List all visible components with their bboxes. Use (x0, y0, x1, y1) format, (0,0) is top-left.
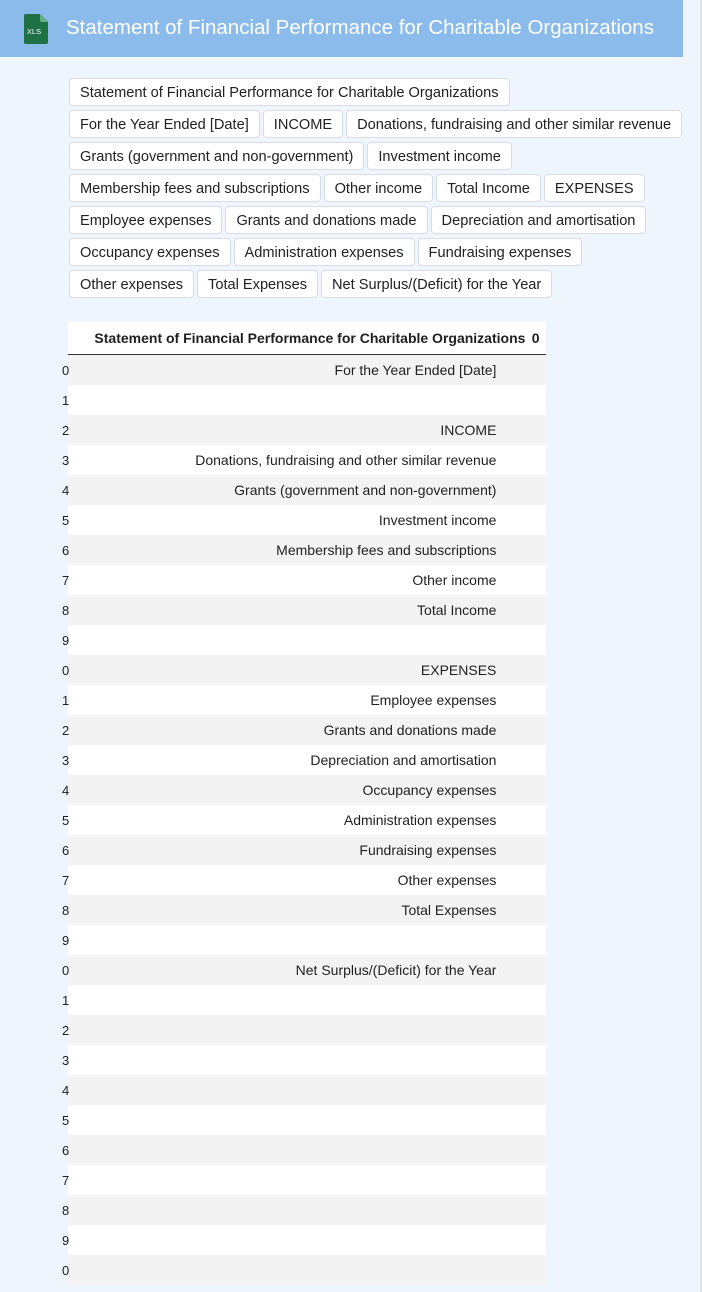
column-header-title[interactable]: Statement of Financial Performance for Charitable Organizations (70, 322, 525, 355)
table-row (68, 1195, 546, 1225)
row-index: 0 (62, 663, 70, 678)
row-index: 7 (62, 573, 70, 588)
table-row (68, 1105, 546, 1135)
row-index-cell (62, 985, 70, 1015)
column-chip[interactable]: Other income (324, 174, 434, 202)
row-label-cell[interactable] (70, 385, 525, 415)
row-index-cell (62, 925, 70, 955)
data-table-container (62, 322, 546, 1285)
row-index-cell (62, 565, 70, 595)
table-row (68, 355, 546, 386)
column-chip[interactable]: INCOME (263, 110, 343, 138)
row-index-cell (62, 955, 70, 985)
row-index: 5 (62, 513, 70, 528)
row-index: 3 (62, 1053, 70, 1068)
row-value-cell[interactable] (525, 985, 546, 1015)
row-index-cell (62, 1195, 70, 1225)
row-value-cell[interactable] (525, 445, 546, 475)
row-value-cell[interactable] (525, 655, 546, 685)
row-index: 5 (62, 813, 70, 828)
row-index: 9 (62, 1233, 70, 1248)
column-chip[interactable]: Depreciation and amortisation (431, 206, 647, 234)
row-index-cell (62, 355, 70, 386)
row-index: 9 (62, 933, 70, 948)
row-value-cell[interactable] (525, 415, 546, 445)
row-index: 3 (62, 453, 70, 468)
row-index-cell (62, 625, 70, 655)
row-value-cell[interactable] (525, 1135, 546, 1165)
row-label-cell[interactable] (70, 625, 525, 655)
row-label-cell[interactable]: Total Expenses (70, 895, 525, 925)
row-value-cell[interactable] (525, 355, 546, 386)
row-index: 1 (62, 993, 70, 1008)
table-row (68, 1135, 546, 1165)
row-index-cell (62, 1255, 70, 1285)
row-index-cell (62, 865, 70, 895)
column-chip[interactable]: Administration expenses (234, 238, 415, 266)
table-row (68, 1165, 546, 1195)
row-index-cell (62, 385, 70, 415)
row-label-cell[interactable]: Other expenses (70, 865, 525, 895)
row-label-cell[interactable] (70, 1165, 525, 1195)
file-icon-label: XLS (26, 27, 42, 36)
row-index: 7 (62, 1173, 70, 1188)
row-label-cell[interactable] (70, 1045, 525, 1075)
row-value-cell[interactable] (525, 955, 546, 985)
row-label-cell[interactable]: For the Year Ended [Date] (70, 355, 525, 386)
row-index: 7 (62, 873, 70, 888)
column-chip[interactable]: For the Year Ended [Date] (69, 110, 260, 138)
row-value-cell[interactable] (525, 1105, 546, 1135)
row-label-cell[interactable]: Fundraising expenses (70, 835, 525, 865)
row-label-cell[interactable]: Donations, fundraising and other similar revenue (70, 445, 525, 475)
row-index-cell (62, 805, 70, 835)
row-value-cell[interactable] (525, 1075, 546, 1105)
row-value-cell[interactable] (525, 1165, 546, 1195)
row-index: 8 (62, 903, 70, 918)
row-value-cell[interactable] (525, 895, 546, 925)
column-chip[interactable]: Investment income (367, 142, 511, 170)
row-value-cell[interactable] (525, 925, 546, 955)
row-index: 0 (62, 963, 70, 978)
table-row (68, 1015, 546, 1045)
column-chip[interactable]: Grants (government and non-government) (69, 142, 364, 170)
column-chip[interactable]: Employee expenses (69, 206, 222, 234)
data-table (62, 322, 546, 1285)
column-chip[interactable]: Total Income (436, 174, 541, 202)
row-index-cell (62, 1165, 70, 1195)
row-value-cell[interactable] (525, 505, 546, 535)
row-value-cell[interactable] (525, 595, 546, 625)
row-index-cell (62, 595, 70, 625)
row-index-cell (62, 775, 70, 805)
row-index-cell (62, 1135, 70, 1165)
row-index: 9 (62, 633, 70, 648)
row-index-cell (62, 1075, 70, 1105)
row-label-cell[interactable] (70, 1225, 525, 1255)
row-label-cell[interactable]: Membership fees and subscriptions (70, 535, 525, 565)
column-chip[interactable]: Fundraising expenses (418, 238, 583, 266)
row-label-cell[interactable]: Grants and donations made (70, 715, 525, 745)
row-label-cell[interactable]: Administration expenses (70, 805, 525, 835)
app-header (0, 0, 683, 57)
row-index: 1 (62, 393, 70, 408)
row-value-cell[interactable] (525, 865, 546, 895)
row-index: 8 (62, 1203, 70, 1218)
row-label-cell[interactable]: Total Income (70, 595, 525, 625)
column-chip[interactable]: Net Surplus/(Deficit) for the Year (321, 270, 552, 298)
row-label-cell[interactable] (70, 1075, 525, 1105)
row-value-cell[interactable] (525, 1015, 546, 1045)
row-index: 8 (62, 603, 70, 618)
table-row (68, 715, 546, 745)
row-value-cell[interactable] (525, 715, 546, 745)
row-label-cell[interactable] (70, 1105, 525, 1135)
row-label-cell[interactable]: INCOME (70, 415, 525, 445)
row-index: 4 (62, 483, 70, 498)
row-value-cell[interactable] (525, 565, 546, 595)
column-chip[interactable]: EXPENSES (544, 174, 645, 202)
table-row (68, 985, 546, 1015)
row-value-cell[interactable] (525, 385, 546, 415)
column-chip[interactable]: Donations, fundraising and other similar revenue (346, 110, 682, 138)
row-value-cell[interactable] (525, 1045, 546, 1075)
table-row (68, 475, 546, 505)
column-chip[interactable]: Occupancy expenses (69, 238, 231, 266)
row-label-cell[interactable]: Occupancy expenses (70, 775, 525, 805)
row-index-cell (62, 1105, 70, 1135)
table-row (68, 1045, 546, 1075)
table-row (68, 805, 546, 835)
column-header-zero[interactable]: 0 (525, 322, 546, 355)
row-value-cell[interactable] (525, 1255, 546, 1285)
row-index: 6 (62, 843, 70, 858)
row-label-cell[interactable]: Depreciation and amortisation (70, 745, 525, 775)
row-index-cell (62, 655, 70, 685)
row-label-cell[interactable] (70, 1015, 525, 1045)
table-row (68, 415, 546, 445)
row-label-cell[interactable] (70, 1135, 525, 1165)
table-row (68, 745, 546, 775)
table-row (68, 655, 546, 685)
row-value-cell[interactable] (525, 805, 546, 835)
row-index-cell (62, 1045, 70, 1075)
row-value-cell[interactable] (525, 1195, 546, 1225)
table-row (68, 1225, 546, 1255)
table-row (68, 1255, 546, 1285)
page-title: Statement of Financial Performance for Charitable Organizations (66, 16, 654, 39)
row-index-cell (62, 835, 70, 865)
row-value-cell[interactable] (525, 535, 546, 565)
row-index: 2 (62, 723, 70, 738)
column-chip[interactable]: Total Expenses (197, 270, 318, 298)
row-index-cell (62, 445, 70, 475)
row-label-cell[interactable] (70, 1255, 525, 1285)
row-value-cell[interactable] (525, 475, 546, 505)
table-row (68, 535, 546, 565)
row-index-cell (62, 535, 70, 565)
row-label-cell[interactable]: Employee expenses (70, 685, 525, 715)
table-row (68, 925, 546, 955)
row-index-cell (62, 505, 70, 535)
row-label-cell[interactable] (70, 925, 525, 955)
row-index-cell (62, 685, 70, 715)
table-row (68, 865, 546, 895)
row-index: 6 (62, 543, 70, 558)
table-row (68, 505, 546, 535)
table-row (68, 835, 546, 865)
table-row (68, 595, 546, 625)
row-index: 1 (62, 693, 70, 708)
table-row (68, 895, 546, 925)
row-label-cell[interactable]: Grants (government and non-government) (70, 475, 525, 505)
row-label-cell[interactable] (70, 985, 525, 1015)
row-index: 2 (62, 1023, 70, 1038)
column-chip[interactable]: Membership fees and subscriptions (69, 174, 321, 202)
row-value-cell[interactable] (525, 1225, 546, 1255)
table-row (68, 445, 546, 475)
row-label-cell[interactable]: EXPENSES (70, 655, 525, 685)
row-label-cell[interactable]: Other income (70, 565, 525, 595)
table-row (68, 1075, 546, 1105)
row-label-cell[interactable] (70, 1195, 525, 1225)
row-index-cell (62, 415, 70, 445)
row-index: 4 (62, 1083, 70, 1098)
table-row (68, 625, 546, 655)
row-value-cell[interactable] (525, 775, 546, 805)
row-value-cell[interactable] (525, 835, 546, 865)
row-index: 0 (62, 363, 70, 378)
row-index-cell (62, 715, 70, 745)
row-index: 3 (62, 753, 70, 768)
table-row (68, 775, 546, 805)
table-body (62, 355, 546, 1286)
row-index: 5 (62, 1113, 70, 1128)
table-row (68, 385, 546, 415)
table-row (68, 685, 546, 715)
column-chip-list (69, 78, 689, 298)
row-index: 4 (62, 783, 70, 798)
row-label-cell[interactable]: Net Surplus/(Deficit) for the Year (70, 955, 525, 985)
row-label-cell[interactable]: Investment income (70, 505, 525, 535)
row-index-cell (62, 1015, 70, 1045)
row-index-cell (62, 895, 70, 925)
row-index-cell (62, 745, 70, 775)
table-row (68, 565, 546, 595)
column-chip[interactable]: Other expenses (69, 270, 194, 298)
column-chip[interactable]: Grants and donations made (225, 206, 427, 234)
row-index: 0 (62, 1263, 70, 1278)
table-header-row (68, 322, 546, 355)
excel-file-icon (22, 14, 50, 44)
row-value-cell[interactable] (525, 745, 546, 775)
row-index: 6 (62, 1143, 70, 1158)
row-index: 2 (62, 423, 70, 438)
row-value-cell[interactable] (525, 685, 546, 715)
row-index-cell (62, 1225, 70, 1255)
column-chip[interactable]: Statement of Financial Performance for Charitable Organizations (69, 78, 510, 106)
row-value-cell[interactable] (525, 625, 546, 655)
table-row (68, 955, 546, 985)
row-index-cell (62, 475, 70, 505)
